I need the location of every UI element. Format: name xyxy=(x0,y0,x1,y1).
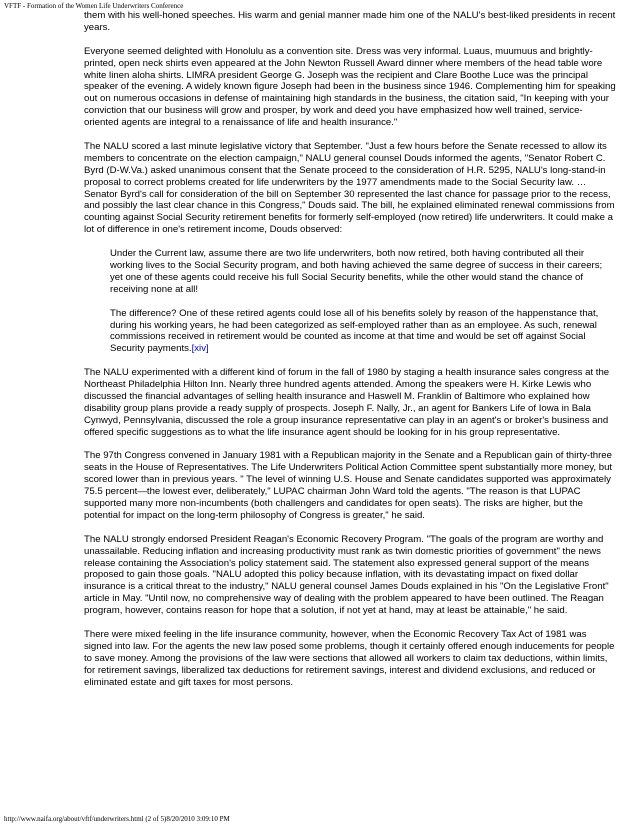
paragraph: The NALU experimented with a different kind of forum in the fall of 1980 by staging a health insurance sales congress at the Northeast Philadelphia Hilton Inn. Nearly three hundred agents attended. Among the speakers were H. Kirke Lewis who discussed the financial advantages of selling health insurance and Haswell M. Franklin of Baltimore who explained how disability group plans provide a ready supply of prospects. Joseph F. Nally, Jr., an agent for Bankers Life of Iowa in Bala Cynwyd, Pennsylvania, discussed the role a group insurance representative can play in an agent's or broker's business and offered specific suggestions as to what the life insurance agent should be looking for in his group representative. xyxy=(84,367,610,438)
paragraph: Everyone seemed delighted with Honolulu as a convention site. Dress was very informal. Luaus, muumuus and brightly-printed, open neck shirts even appeared at the John Newton Russell Award dinner where members of the head table wore white linen aloha shirts. LIMRA president George G. Joseph was the recipient and Clare Boothe Luce was the principal speaker of the evening. A widely known figure Joseph had been in the business since 1946. Complementing him for speaking out on numerous occasions in defense of maintaining high standards in the business, the citation said, "In keeping with your conviction that our business will grow and prosper, by work and deed you have emphasized how well trained, service-oriented agents are integral to a renaissance of life and health insurance." xyxy=(84,45,616,129)
paragraph: them with his well-honed speeches. His warm and genial manner made him one of the NALU's best-liked presidents in recent years. xyxy=(84,10,616,33)
document-body xyxy=(84,10,616,700)
endnote-link[interactable]: [xiv] xyxy=(191,343,209,355)
running-header: VFTF - Formation of the Women Life Underwriters Conference xyxy=(4,2,184,10)
paragraph: There were mixed feeling in the life insurance community, however, when the Economic Recovery Tax Act of 1981 was signed into law. For the agents the new law posed some problems, though it certainly offered enough inducements for people to save money. Among the provisions of the law were sections that allowed all workers to claim tax deductions, within limits, for retirement savings, liberalized tax deductions for retirement savings, interest and dividend exclusions, and reduced or eliminated estate and gift taxes for most persons. xyxy=(84,629,615,688)
running-footer: http://www.naifa.org/about/vftf/underwriters.html (2 of 5)8/20/2010 3:09:10 PM xyxy=(4,815,230,823)
quote-paragraph: Under the Current law, assume there are two life underwriters, both now retired, both having contributed all their working lives to the Social Security program, and both having achieved the same degree of success in their careers; yet one of these agents could receive his full Social Security benefits, while the other would stand the chance of receiving none at all! xyxy=(110,248,603,295)
block-quote xyxy=(110,248,616,355)
quote-text: The difference? One of these retired agents could lose all of his benefits solely by reason of the happenstance that, during his working years, he had been categorized as self-employed rather than as an employee. As such, renewal commissions received in retirement would be counted as income at that time and would be set off against Social Security payments. xyxy=(110,307,599,355)
paragraph: The NALU strongly endorsed President Reagan's Economic Recovery Program. "The goals of the program are worthy and unassailable. Reducing inflation and increasing productivity must rank as twin domestic priorities of government" the news release containing the Association's policy statement said. The statement also expressed general support of the means proposed to gain those goals. "NALU adopted this policy because inflation, with its devastating impact on fixed dollar insurance is a critical threat to the industry," NALU general counsel James Douds explained in his "On the Legislative Front" article in May. "Until now, no comprehensive way of dealing with the problem appeared to have been outlined. The Reagan program, however, contains reason for hope that a solution, if not yet at hand, may at least be attainable," he said. xyxy=(84,533,609,617)
quote-paragraph xyxy=(110,308,616,356)
paragraph: The NALU scored a last minute legislative victory that September. "Just a few hours before the Senate recessed to allow its members to concentrate on the election campaign," NALU general counsel Douds informed the agents, "Senator Robert C. Byrd (D-W.Va.) asked unanimous consent that the Senate proceed to the consideration of H.R. 5295, NALU's long-stand-in proposal to correct problems created for life underwriters by the 1977 amendments made to the Social Security law. …Senator Byrd's call for consideration of the bill on September 30 represented the last chance for passage prior to the recess, and possibly the last clear chance in this Congress," Douds said. The bill, he explained eliminated renewal commissions from counting against Social Security retirement benefits for formerly self-employed (now retired) life underwriters. It could make a lot of difference in one's retirement income, Douds observed: xyxy=(84,140,615,236)
paragraph: The 97th Congress convened in January 1981 with a Republican majority in the Senate and a Republican gain of thirty-three seats in the House of Representatives. The Life Underwriters Political Action Committee spent substantially more money, but scored lower than in previous years. " The level of winning U.S. House and Senate candidates supported was approximately 75.5 percent—the lowest ever, deliberately," LUPAC chairman John Ward told the agents. "The reason is that LUPAC supported many more non-incumbents (both challengers and candidates for open seats). The risks are higher, but the potential for impact on the long-term philosophy of Congress is greater," he said. xyxy=(84,450,613,521)
